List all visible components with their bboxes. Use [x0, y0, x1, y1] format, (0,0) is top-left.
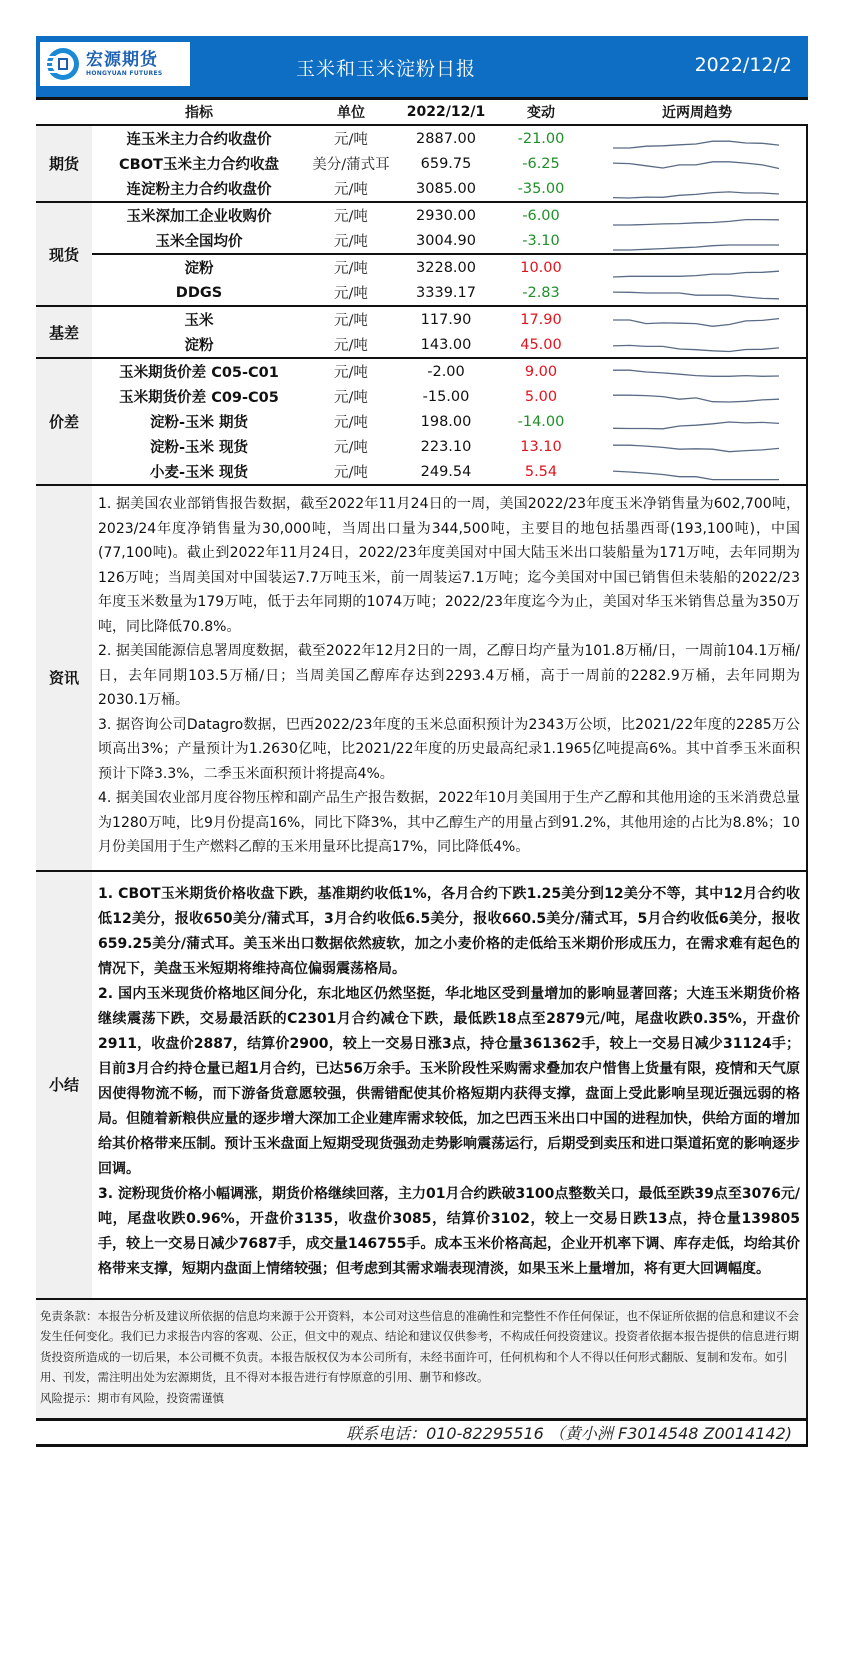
summary-section	[36, 872, 808, 1300]
news-paragraph: 3. 据咨询公司Datagro数据，巴西2022/23年度的玉米总面积预计为2343万公顷，比2021/22年度的2285万公顷高出3%；产量预计为1.2630亿吨，比2021/22年度的历史最高纪录1.1965亿吨提高6%。其中首季玉米面积预计下降3.3%，二季玉米面积预计将提高4%。	[98, 716, 800, 782]
indicator-name: CBOT玉米主力合约收盘	[119, 157, 279, 173]
company-logo	[40, 42, 190, 86]
indicator-change: -6.00	[522, 207, 560, 224]
indicator-value: 117.90	[420, 311, 472, 328]
table-row	[92, 176, 806, 201]
report-title: 玉米和玉米淀粉日报	[296, 58, 477, 80]
indicator-unit: 元/吨	[334, 182, 368, 198]
trend-sparkline	[586, 307, 806, 332]
summary-paragraph: 2. 国内玉米现货价格地区间分化，东北地区仍然坚挺，华北地区受到量增加的影响显著回落；大连玉米期货价格继续震荡下跌，交易最活跃的C2301月合约减仓下跌，最低跌18点至2879元/吨，尾盘收跌0.35%，开盘价2911，收盘价2887，结算价2900，较上一交易日涨3点，持仓量361362手，较上一交易日减少31124手；目前3月合约持仓量已超1月合约，已达56万余手。玉米阶段性采购需求叠加农户惜售上货量有限，疫情和天气原因使得物流不畅，而下游备货意愿较强，供需错配使其价格短期内获得支撑，盘面上受此影响呈现近强远弱的格局。但随着新粮供应量的逐步增大深加工企业建库需求较低，加之巴西玉米出口中国的进程加快，供给方面的增加给其价格带来压制。预计玉米盘面上短期受现货强劲走势影响震荡运行，后期受到卖压和进口渠道拓宽的影响逐步回调。	[98, 985, 800, 1177]
daily-report	[36, 36, 808, 1447]
indicator-name: 玉米全国均价	[155, 234, 243, 250]
indicator-name: 连玉米主力合约收盘价	[126, 132, 272, 148]
trend-sparkline	[586, 459, 806, 484]
trend-sparkline	[586, 151, 806, 176]
column-unit: 单位	[337, 105, 365, 121]
section-label: 现货	[36, 203, 92, 305]
sparkline-icon	[611, 229, 781, 253]
indicator-change: -14.00	[517, 413, 565, 430]
indicator-change: 9.00	[524, 363, 558, 380]
table-header	[36, 100, 808, 126]
trend-sparkline	[586, 332, 806, 357]
table-row	[92, 332, 806, 357]
trend-sparkline	[586, 176, 806, 201]
sparkline-icon	[611, 308, 781, 332]
indicator-unit: 元/吨	[334, 132, 368, 148]
news-paragraph: 1. 据美国农业部销售报告数据，截至2022年11月24日的一周，美国2022/23年度玉米净销售量为602,700吨，2023/24年度净销售量为30,000吨，当周出口量为344,500吨，主要目的地包括墨西哥(193,100吨)，中国(77,100吨)。截止到2022年11月24日，2022/23年度美国对中国大陆玉米出口装船量为171万吨，去年同期为126万吨；当周美国对中国装运7.7万吨玉米，前一周装运7.1万吨；迄今美国对中国已销售但未装船的2022/23年度玉米数量为179万吨，低于去年同期的1074万吨；2022/23年度迄今为止，美国对华玉米销售总量为350万吨，同比降低70.8%。	[98, 496, 800, 635]
table-row	[92, 409, 806, 434]
indicator-name: 淀粉-玉米 期货	[149, 415, 249, 431]
news-section	[36, 486, 808, 872]
sparkline-icon	[611, 152, 781, 176]
indicator-unit: 元/吨	[334, 313, 368, 329]
indicator-value: 2887.00	[416, 130, 476, 147]
sparkline-icon	[611, 360, 781, 384]
table-row	[92, 151, 806, 176]
indicator-name: 淀粉	[184, 261, 214, 277]
indicator-value: 3085.00	[416, 180, 476, 197]
indicator-change: -21.00	[517, 130, 565, 147]
indicator-unit: 元/吨	[334, 209, 368, 225]
indicator-value: 223.10	[420, 438, 472, 455]
indicator-name: 玉米深加工企业收购价	[126, 209, 272, 225]
indicator-unit: 元/吨	[334, 261, 368, 277]
indicator-name: DDGS	[175, 284, 223, 301]
contact-info: 联系电话：010-82295516 （黄小洲 F3014548 Z0014142)	[36, 1421, 808, 1447]
indicator-unit: 元/吨	[334, 415, 368, 431]
indicator-value: 143.00	[420, 336, 472, 353]
indicator-value: 2930.00	[416, 207, 476, 224]
sparkline-icon	[611, 204, 781, 228]
table-row	[92, 228, 806, 253]
sparkline-icon	[611, 435, 781, 459]
logo-mark-icon	[46, 47, 80, 81]
column-value: 2022/12/1	[406, 104, 486, 120]
section-futures	[36, 126, 808, 203]
trend-sparkline	[586, 280, 806, 305]
table-row	[92, 280, 806, 305]
indicator-unit: 美分/蒲式耳	[312, 157, 390, 173]
indicator-change: 5.54	[524, 463, 558, 480]
trend-sparkline	[586, 255, 806, 280]
indicator-name: 小麦-玉米 现货	[149, 465, 249, 481]
indicator-unit: 元/吨	[334, 234, 368, 250]
sparkline-icon	[611, 410, 781, 434]
trend-sparkline	[586, 203, 806, 228]
indicator-unit: 元/吨	[334, 365, 368, 381]
indicator-name: 淀粉	[184, 338, 214, 354]
report-date: 2022/12/2	[694, 54, 792, 76]
indicator-change: 5.00	[524, 388, 558, 405]
column-indicator: 指标	[185, 105, 213, 121]
indicator-value: -2.00	[427, 363, 465, 380]
indicator-value: 659.75	[420, 155, 472, 172]
table-row	[92, 203, 806, 228]
table-row	[92, 126, 806, 151]
trend-sparkline	[586, 228, 806, 253]
section-label: 价差	[36, 359, 92, 484]
table-row	[92, 255, 806, 280]
indicator-value: -15.00	[422, 388, 470, 405]
risk-warning: 风险提示：期市有风险，投资需谨慎	[40, 1390, 224, 1405]
section-spot	[36, 203, 808, 307]
section-label: 资讯	[36, 486, 92, 870]
summary-paragraph: 1. CBOT玉米期货价格收盘下跌，基准期约收低1%，各月合约下跌1.25美分到12美分不等，其中12月合约收低12美分，报收650美分/蒲式耳，3月合约收低6.5美分，报收660.5美分/蒲式耳，5月合约收低6美分，报收659.25美分/蒲式耳。美玉米出口数据依然疲软，加之小麦价格的走低给玉米期价形成压力，在需求难有起色的情况下，美盘玉米短期将维持高位偏弱震荡格局。	[98, 885, 800, 977]
indicator-change: -3.10	[522, 232, 560, 249]
indicator-value: 249.54	[420, 463, 472, 480]
sparkline-icon	[611, 256, 781, 280]
disclaimer	[36, 1300, 808, 1422]
indicator-change: 13.10	[520, 438, 562, 455]
indicator-unit: 元/吨	[334, 390, 368, 406]
table-row	[92, 434, 806, 459]
sparkline-icon	[611, 385, 781, 409]
column-trend: 近两周趋势	[662, 105, 732, 121]
indicator-change: 10.00	[520, 259, 562, 276]
indicator-unit: 元/吨	[334, 440, 368, 456]
indicator-value: 3339.17	[416, 284, 476, 301]
trend-sparkline	[586, 384, 806, 409]
sparkline-icon	[611, 177, 781, 201]
indicator-unit: 元/吨	[334, 338, 368, 354]
sparkline-icon	[611, 460, 781, 484]
section-basis	[36, 307, 808, 359]
indicator-name: 淀粉-玉米 现货	[149, 440, 249, 456]
logo-chinese-name: 宏源期货	[86, 50, 158, 70]
logo-english-name: HONGYUAN FUTURES	[86, 70, 163, 77]
indicator-change: 45.00	[520, 336, 562, 353]
indicator-change: 17.90	[520, 311, 562, 328]
trend-sparkline	[586, 126, 806, 151]
indicator-value: 3228.00	[416, 259, 476, 276]
indicator-name: 玉米期货价差 C05-C01	[119, 365, 279, 381]
table-row	[92, 307, 806, 332]
section-label: 期货	[36, 126, 92, 201]
report-header	[36, 36, 808, 100]
sparkline-icon	[611, 333, 781, 357]
indicator-change: -2.83	[522, 284, 560, 301]
summary-paragraph: 3. 淀粉现货价格小幅调涨，期货价格继续回落，主力01月合约跌破3100点整数关口，最低至跌39点至3076元/吨，尾盘收跌0.96%，开盘价3135，收盘价3085，结算价3102，较上一交易日跌13点，持仓量139805手，较上一交易日减少7687手，成交量146755手。成本玉米价格高起，企业开机率下调、库存走低，均给其价格带来支撑，短期内盘面上情绪较强；但考虑到其需求端表现清淡，如果玉米上量增加，将有更大回调幅度。	[98, 1185, 800, 1277]
table-row	[92, 459, 806, 484]
sparkline-icon	[611, 127, 781, 151]
indicator-name: 连淀粉主力合约收盘价	[126, 182, 272, 198]
news-paragraph: 2. 据美国能源信息署周度数据，截至2022年12月2日的一周，乙醇日均产量为101.8万桶/日，一周前104.1万桶/日，去年同期103.5万桶/日；当周美国乙醇库存达到2293.4万桶，高于一周前的2282.9万桶，去年同期为2030.1万桶。	[98, 643, 800, 708]
indicator-change: -35.00	[517, 180, 565, 197]
indicator-unit: 元/吨	[334, 286, 368, 302]
indicator-name: 玉米	[184, 313, 214, 329]
section-label: 小结	[36, 872, 92, 1298]
trend-sparkline	[586, 409, 806, 434]
section-label: 基差	[36, 307, 92, 357]
table-row	[92, 384, 806, 409]
trend-sparkline	[586, 359, 806, 384]
indicator-value: 3004.90	[416, 232, 476, 249]
indicator-change: -6.25	[522, 155, 560, 172]
column-change: 变动	[527, 105, 555, 121]
table-row	[92, 359, 806, 384]
sparkline-icon	[611, 281, 781, 305]
indicator-unit: 元/吨	[334, 465, 368, 481]
disclaimer-text: 免责条款：本报告分析及建议所依据的信息均来源于公开资料，本公司对这些信息的准确性和完整性不作任何保证，也不保证所依据的信息和建议不会发生任何变化。我们已力求报告内容的客观、公正，但文中的观点、结论和建议仅供参考，不构成任何投资建议。投资者依据本报告提供的信息进行期货投资所造成的一切后果，本公司概不负责。本报告版权仅为本公司所有，未经书面许可，任何机构和个人不得以任何形式翻版、复制和发布。如引用、刊发，需注明出处为宏源期货，且不得对本报告进行有悖原意的引用、删节和修改。	[40, 1308, 799, 1384]
news-paragraph: 4. 据美国农业部月度谷物压榨和副产品生产报告数据，2022年10月美国用于生产乙醇和其他用途的玉米消费总量为1280万吨，比9月份提高16%，同比下降3%，其中乙醇生产的用量占到91.2%，其他用途的占比为8.8%；10月份美国用于生产燃料乙醇的玉米用量环比提高17%，同比降低4%。	[98, 790, 800, 855]
indicator-name: 玉米期货价差 C09-C05	[119, 390, 279, 406]
trend-sparkline	[586, 434, 806, 459]
indicator-value: 198.00	[420, 413, 472, 430]
section-spread	[36, 359, 808, 486]
